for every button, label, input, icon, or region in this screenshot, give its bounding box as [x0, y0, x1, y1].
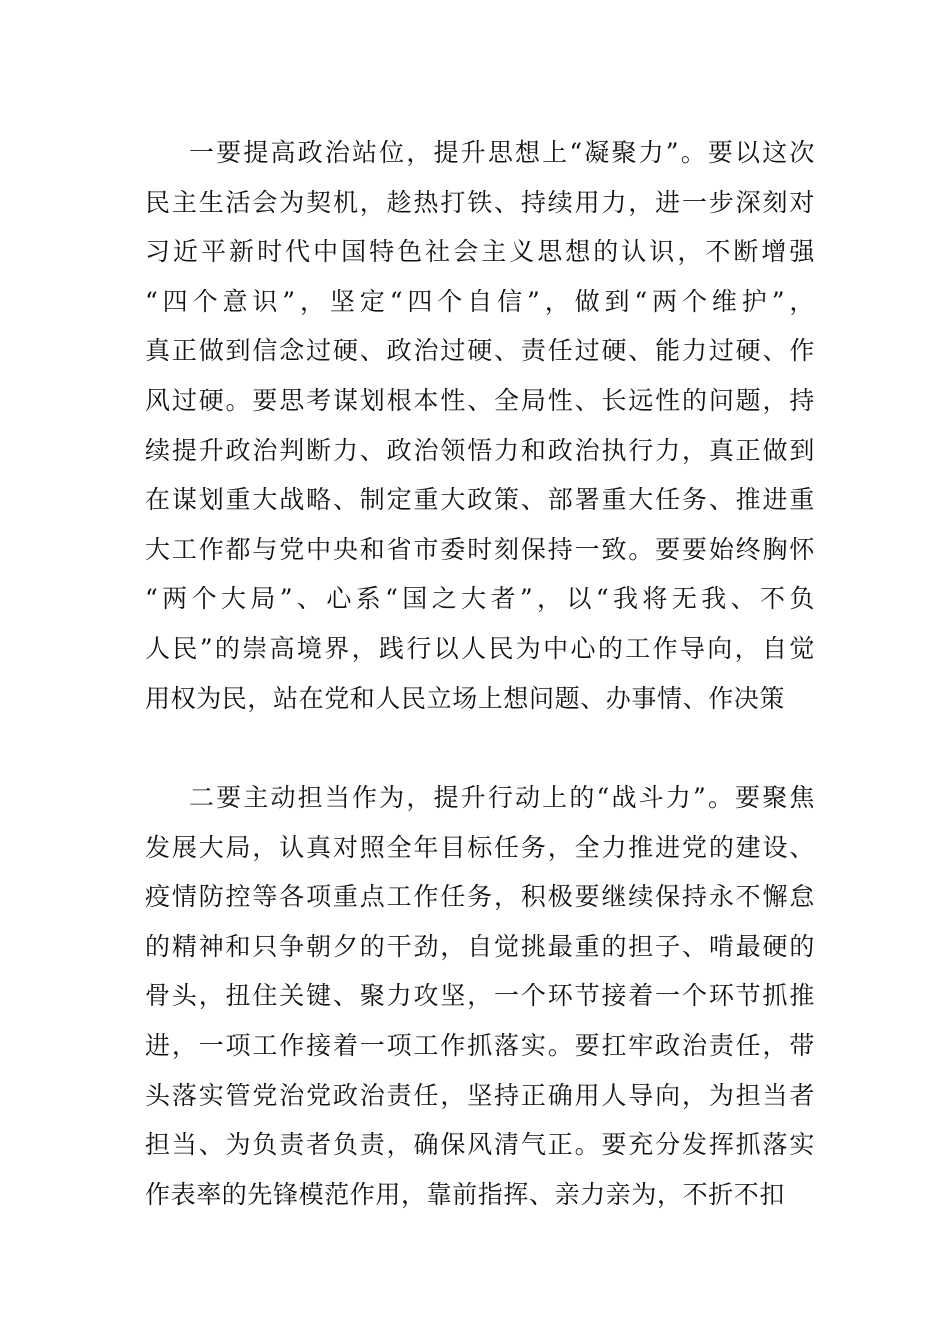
paragraph-active-responsibility	[145, 773, 815, 1219]
text-line: 进，一项工作接着一项工作抓落实。要扛牢政治责任，带	[145, 1030, 815, 1060]
text-line: 头落实管党治党政治责任，坚持正确用人导向，为担当者	[145, 1080, 815, 1110]
text-line: 续提升政治判断力、政治领悟力和政治执行力，真正做到	[145, 435, 815, 465]
text-line: “两个大局”、心系“国之大者”，以“我将无我、不负	[145, 584, 815, 614]
text-line: 大工作都与党中央和省市委时刻保持一致。要要始终胸怀	[145, 534, 815, 564]
text-line: 作表率的先锋模范作用，靠前指挥、亲力亲为，不折不扣	[145, 1179, 786, 1209]
text-line: 用权为民，站在党和人民立场上想问题、办事情、作决策	[145, 683, 786, 713]
text-line: 二要主动担当作为，提升行动上的“战斗力”。要聚焦	[189, 783, 815, 812]
text-line: “四个意识”，坚定“四个自信”，做到“两个维护”，	[145, 286, 815, 316]
text-line: 习近平新时代中国特色社会主义思想的认识，不断增强	[145, 237, 815, 267]
text-line: 民主生活会为契机，趁热打铁、持续用力，进一步深刻对	[145, 187, 815, 217]
text-line: 骨头，扭住关键、聚力攻坚，一个环节接着一个环节抓推	[145, 981, 815, 1011]
text-line: 在谋划重大战略、制定重大政策、部署重大任务、推进重	[145, 485, 815, 515]
text-line: 疫情防控等各项重点工作任务，积极要继续保持永不懈怠	[145, 882, 815, 912]
paragraph-political-stance	[145, 128, 815, 723]
text-line: 一要提高政治站位，提升思想上“凝聚力”。要以这次	[189, 138, 815, 167]
text-line: 担当、为负责者负责，确保风清气正。要充分发挥抓落实	[145, 1130, 815, 1160]
text-line: 风过硬。要思考谋划根本性、全局性、长远性的问题，持	[145, 385, 815, 415]
text-line: 真正做到信念过硬、政治过硬、责任过硬、能力过硬、作	[145, 336, 815, 366]
text-line: 发展大局，认真对照全年目标任务，全力推进党的建设、	[145, 832, 815, 862]
text-line: 人民”的崇高境界，践行以人民为中心的工作导向，自觉	[145, 633, 815, 663]
text-line: 的精神和只争朝夕的干劲，自觉挑最重的担子、啃最硬的	[145, 931, 815, 961]
